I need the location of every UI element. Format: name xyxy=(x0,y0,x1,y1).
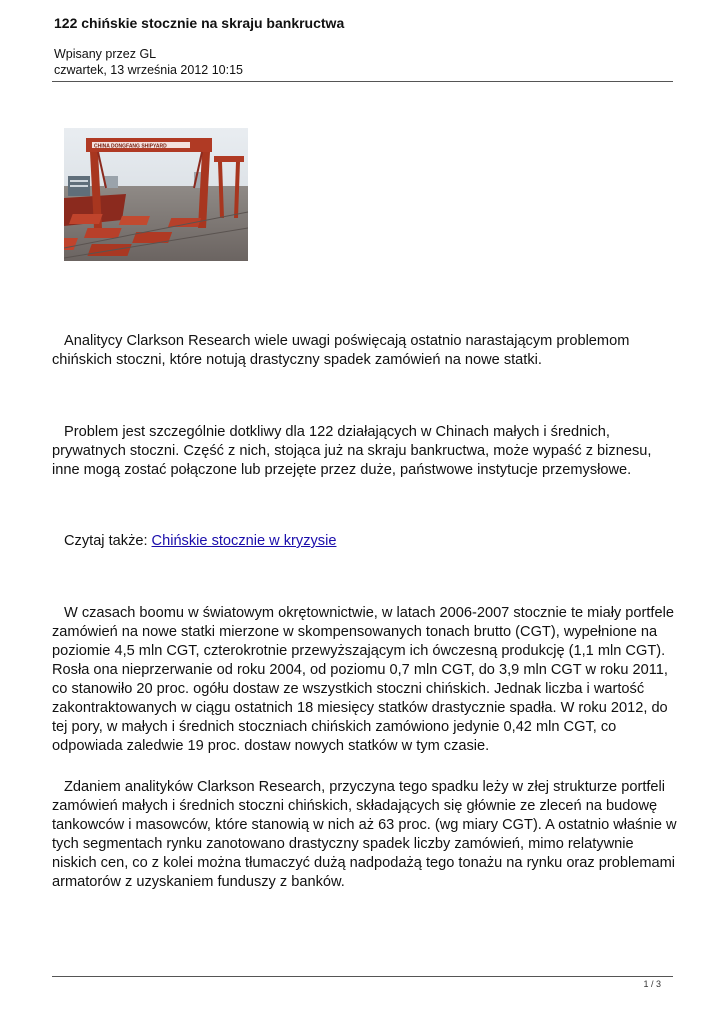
paragraph-2-text: Problem jest szczególnie dotkliwy dla 122 działających w Chinach małych i średnich, prywatnych stoczni. Część z nich, stojąca już na skraju bankructwa, może wypaść z biznesu, inne mogą zostać połączone lub przejęte przez duże, państwowe instytucje przemysłowe. xyxy=(52,424,652,478)
shipyard-photo xyxy=(64,128,248,261)
author-line: Wpisany przez GL xyxy=(54,47,157,61)
header-divider xyxy=(52,81,673,82)
read-also-label: Czytaj także: xyxy=(64,533,148,549)
paragraph-2 xyxy=(52,423,677,480)
paragraph-1-text: Analitycy Clarkson Research wiele uwagi poświęcają ostatnio narastającym problemom chińskich stoczni, które notują drastyczny spadek zamówień na nowe statki. xyxy=(52,333,630,368)
read-also-link[interactable]: Chińskie stocznie w kryzysie xyxy=(151,533,337,549)
crane-sign-text: CHINA DONGFANG SHIPYARD xyxy=(94,143,167,150)
read-also xyxy=(52,532,677,551)
paragraph-1 xyxy=(52,332,677,370)
footer-divider xyxy=(52,976,673,977)
paragraph-5-text: Zdaniem analityków Clarkson Research, przyczyna tego spadku leży w złej strukturze portfeli zamówień małych i średnich stoczni chińskich, składających się głównie ze zleceń na budowę tankowców i masowców, które stanowią w nich aż 63 proc. (wg miary CGT). A ostatnio właśnie w tych segmentach rynku zanotowano drastyczny spadek liczby zamówień, mimo relatywnie niskich cen, co z kolei można tłumaczyć dużą nadpodażą tego tonażu na rynku oraz problemami armatorów z uzyskaniem funduszy z banków. xyxy=(52,779,677,890)
article-meta xyxy=(54,46,674,78)
article-title: 122 chińskie stocznie na skraju bankructwa xyxy=(54,15,345,31)
paragraph-4-text: W czasach boomu w światowym okrętownictwie, w latach 2006-2007 stocznie te miały portfele zamówień na nowe statki mierzone w skompensowanych tonach brutto (CGT), wypełnione na poziomie 4,5 mln CGT, czterokrotnie przewyższającym ich ówczesną produkcję (1,1 mln CGT). Rosła ona nieprzerwanie od roku 2004, od poziomu 0,7 mln CGT, do 3,9 mln CGT w roku 2011, co stanowiło 20 proc. ogółu dostaw ze wszystkich stoczni chińskich. Jednak liczba i wartość zakontraktowanych w ciągu ostatnich 18 miesięcy statków drastycznie spadła. W roku 2012, do tej pory, w małych i średnich stoczniach chińskich zamówiono jedynie 0,42 mln CGT, co odpowiada zaledwie 19 proc. dostaw nowych statków w tym czasie. xyxy=(52,605,674,754)
paragraph-4 xyxy=(52,604,677,756)
date-line: czwartek, 13 września 2012 10:15 xyxy=(54,63,243,77)
page-indicator: 1 / 3 xyxy=(643,979,661,989)
paragraph-5 xyxy=(52,778,677,892)
